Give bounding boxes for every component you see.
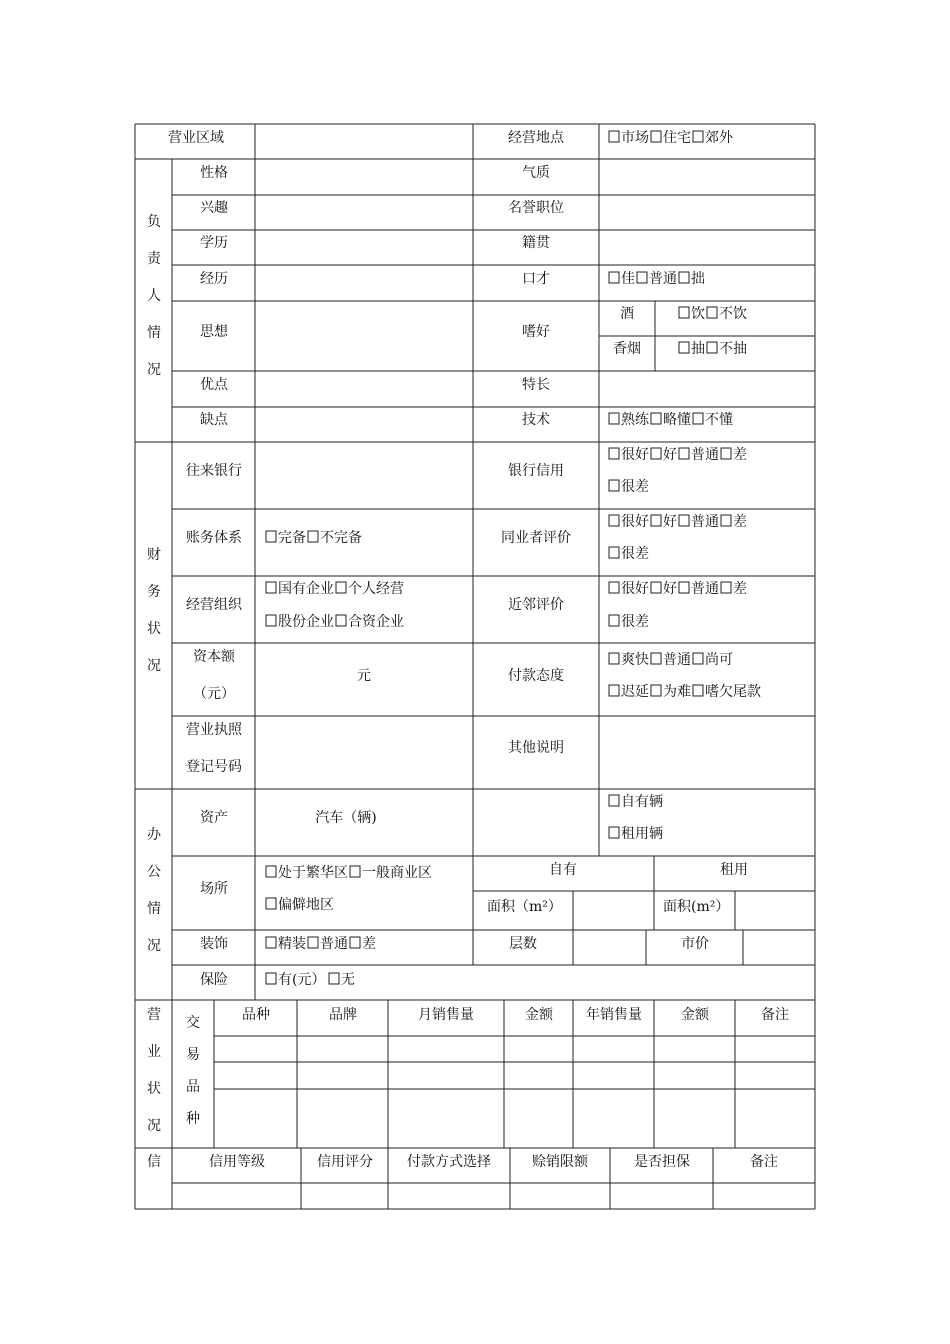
checkbox-label: 一般商业区 [362, 865, 432, 881]
vehicles-label: 汽车（辆) [315, 810, 377, 826]
office-section-label: 况 [147, 938, 161, 954]
checkbox-label: 不完备 [320, 530, 362, 546]
credit-header: 付款方式选择 [407, 1154, 491, 1170]
checkbox-label: 偏僻地区 [278, 897, 334, 913]
premises-label: 场所 [200, 881, 228, 897]
accounting-label: 账务体系 [186, 530, 242, 546]
capital-label-1: 资本额 [193, 649, 235, 665]
checkbox-icon[interactable] [609, 582, 619, 593]
license-label-2: 登记号码 [186, 759, 242, 775]
checkbox-icon[interactable] [707, 307, 717, 318]
checkbox-icon[interactable] [651, 131, 661, 142]
other-notes-label: 其他说明 [508, 740, 564, 756]
checkbox-icon[interactable] [266, 531, 276, 542]
checkbox-icon[interactable] [651, 685, 661, 696]
checkbox-icon[interactable] [350, 866, 360, 877]
checkbox-label: 好 [663, 447, 677, 463]
checkbox-label: 抽 [691, 341, 705, 357]
checkbox-label: 很差 [621, 546, 649, 562]
credit-header: 信用评分 [317, 1154, 373, 1170]
premises-options-2[interactable] [266, 896, 334, 913]
floors-label: 层数 [509, 936, 537, 952]
checkbox-label: 普通 [320, 936, 348, 952]
checkbox-label: 很好 [621, 514, 649, 530]
checkbox-label: 迟延 [621, 684, 649, 700]
checkbox-icon[interactable] [637, 272, 647, 283]
character-label: 性格 [200, 165, 228, 181]
checkbox-label: 普通 [649, 271, 677, 287]
person-section-label: 负 [147, 214, 161, 230]
credit-header: 赊销限额 [532, 1154, 588, 1170]
checkbox-icon[interactable] [651, 413, 661, 424]
organization-options-2[interactable] [266, 614, 404, 630]
business-status-section-label: 业 [147, 1044, 161, 1060]
payment-attitude-options-1[interactable] [609, 651, 733, 668]
checkbox-icon[interactable] [721, 515, 731, 526]
credit-header: 是否担保 [634, 1154, 690, 1170]
peer-review-options-2[interactable] [609, 546, 649, 562]
checkbox-label: 好 [663, 581, 677, 597]
payment-attitude-label: 付款态度 [508, 668, 564, 684]
checkbox-label: 普通 [691, 514, 719, 530]
checkbox-icon[interactable] [721, 448, 731, 459]
person-section-label: 人 [147, 288, 161, 304]
checkbox-label: 精装 [278, 936, 306, 952]
checkbox-icon[interactable] [609, 515, 619, 526]
checkbox-label: 无 [341, 972, 355, 988]
checkbox-label: 差 [733, 447, 747, 463]
checkbox-label: 差 [733, 581, 747, 597]
business-status-section-label: 营 [147, 1007, 161, 1023]
decoration-options[interactable] [266, 935, 376, 952]
checkbox-label: 很差 [621, 614, 649, 630]
checkbox-icon[interactable] [308, 937, 318, 948]
bank-credit-options-2[interactable] [609, 479, 649, 495]
business-status-header: 金额 [681, 1007, 709, 1023]
temperament-label: 气质 [522, 165, 550, 181]
checkbox-icon[interactable] [266, 582, 276, 593]
interests-label: 兴趣 [200, 200, 228, 216]
business-status-header: 备注 [761, 1007, 789, 1023]
checkbox-icon[interactable] [693, 131, 703, 142]
checkbox-label: 完备 [278, 530, 306, 546]
technique-label: 技术 [522, 412, 550, 428]
trade-variety-label: 易 [186, 1047, 200, 1063]
credit-section-label: 信 [147, 1154, 161, 1170]
business-status-header: 品牌 [329, 1007, 357, 1023]
checkbox-icon[interactable] [651, 448, 661, 459]
bank-credit-options-1[interactable] [609, 447, 747, 463]
business-status-header: 年销售量 [586, 1007, 642, 1023]
finance-section-label: 状 [147, 621, 161, 637]
area-owned-label: 面积（m²） [487, 899, 562, 915]
checkbox-icon[interactable] [679, 515, 689, 526]
checkbox-icon[interactable] [609, 131, 619, 142]
native-place-label: 籍贯 [522, 235, 550, 251]
office-section-label: 情 [147, 901, 161, 917]
business-location-label: 经营地点 [508, 130, 564, 146]
checkbox-icon[interactable] [693, 685, 703, 696]
license-label-1: 营业执照 [186, 722, 242, 738]
checkbox-label: 国有企业 [278, 581, 334, 597]
checkbox-label: 租用辆 [621, 826, 663, 842]
business-status-header: 月销售量 [418, 1007, 474, 1023]
eloquence-options[interactable] [609, 270, 705, 287]
checkbox-icon[interactable] [329, 973, 339, 984]
checkbox-label: 很好 [621, 581, 649, 597]
checkbox-label: 好 [663, 514, 677, 530]
checkbox-icon[interactable] [609, 615, 619, 626]
checkbox-label: 不懂 [705, 412, 733, 428]
checkbox-icon[interactable] [651, 515, 661, 526]
business-status-section-label: 况 [147, 1118, 161, 1134]
checkbox-label: 嗜欠尾款 [705, 684, 761, 700]
checkbox-icon[interactable] [266, 866, 276, 877]
owned-label: 自有 [549, 862, 577, 878]
checkbox-label: 饮 [691, 306, 705, 322]
peer-review-options-1[interactable] [609, 514, 747, 530]
checkbox-icon[interactable] [609, 827, 619, 838]
checkbox-icon[interactable] [266, 973, 276, 984]
checkbox-label: 合资企业 [348, 614, 404, 630]
checkbox-icon[interactable] [336, 582, 346, 593]
decoration-label: 装饰 [200, 936, 228, 952]
finance-section-label: 况 [147, 658, 161, 674]
organization-label: 经营组织 [186, 597, 242, 613]
insurance-option-1[interactable] [266, 972, 325, 988]
checkbox-icon[interactable] [651, 582, 661, 593]
checkbox-label: 爽快 [621, 652, 649, 668]
bank-label: 往来银行 [186, 463, 242, 479]
checkbox-icon[interactable] [707, 342, 717, 353]
education-label: 学历 [200, 235, 228, 251]
capital-label-2: （元） [193, 686, 235, 702]
bank-credit-label: 银行信用 [508, 463, 564, 479]
checkbox-icon[interactable] [651, 653, 661, 664]
checkbox-label: 拙 [691, 271, 705, 287]
trade-variety-label: 交 [186, 1015, 200, 1031]
checkbox-icon[interactable] [679, 272, 689, 283]
checkbox-icon[interactable] [609, 653, 619, 664]
eloquence-label: 口才 [522, 271, 550, 287]
trade-variety-label: 种 [186, 1111, 200, 1127]
checkbox-label: 普通 [691, 447, 719, 463]
rented-vehicles-option[interactable] [609, 826, 663, 842]
credit-header: 信用等级 [209, 1154, 265, 1170]
wine-label: 酒 [620, 306, 634, 322]
checkbox-icon[interactable] [609, 448, 619, 459]
business-status-header: 品种 [242, 1007, 270, 1023]
checkbox-label: 普通 [691, 581, 719, 597]
insurance-option-2[interactable] [329, 972, 355, 988]
checkbox-icon[interactable] [679, 448, 689, 459]
smoking-label: 香烟 [613, 341, 641, 357]
specialty-label: 特长 [522, 377, 550, 393]
person-section-label: 责 [147, 251, 161, 267]
checkbox-label: 佳 [621, 271, 635, 287]
smoking-options[interactable] [679, 340, 747, 357]
business-status-header: 金额 [525, 1007, 553, 1023]
checkbox-label: 普通 [663, 652, 691, 668]
checkbox-icon[interactable] [609, 795, 619, 806]
checkbox-label: 熟练 [621, 412, 649, 428]
checkbox-icon[interactable] [609, 685, 619, 696]
weaknesses-label: 缺点 [200, 412, 228, 428]
checkbox-icon[interactable] [350, 937, 360, 948]
strengths-label: 优点 [200, 377, 228, 393]
checkbox-label: 尚可 [705, 652, 733, 668]
checkbox-icon[interactable] [609, 272, 619, 283]
office-section-label: 公 [147, 864, 161, 880]
insurance-label: 保险 [200, 972, 228, 988]
checkbox-label: 不饮 [719, 306, 747, 322]
checkbox-icon[interactable] [609, 547, 619, 558]
peer-review-label: 同业者评价 [501, 530, 571, 546]
assets-label: 资产 [200, 810, 228, 826]
experience-label: 经历 [200, 271, 228, 287]
checkbox-icon[interactable] [679, 582, 689, 593]
checkbox-icon[interactable] [266, 898, 276, 909]
business-region-label: 营业区域 [168, 130, 224, 146]
checkbox-label: 个人经营 [348, 581, 404, 597]
neighbor-review-options-1[interactable] [609, 581, 747, 597]
checkbox-icon[interactable] [679, 342, 689, 353]
trade-variety-label: 品 [186, 1079, 200, 1095]
checkbox-label: 处于繁华区 [278, 865, 348, 881]
checkbox-label: 住宅 [663, 130, 691, 146]
checkbox-label: 市场 [621, 130, 649, 146]
thought-label: 思想 [200, 324, 228, 340]
accounting-options[interactable] [266, 530, 362, 546]
market-price-label: 市价 [681, 936, 709, 952]
payment-attitude-options-2[interactable] [609, 683, 761, 700]
checkbox-label: 略懂 [663, 412, 691, 428]
checkbox-icon[interactable] [609, 413, 619, 424]
checkbox-icon[interactable] [266, 937, 276, 948]
checkbox-icon[interactable] [693, 653, 703, 664]
wine-options[interactable] [679, 306, 747, 322]
checkbox-label: 很好 [621, 447, 649, 463]
checkbox-icon[interactable] [693, 413, 703, 424]
business-location-options[interactable] [609, 129, 734, 146]
honorary-position-label: 名誉职位 [508, 200, 564, 216]
own-vehicles-option[interactable] [609, 794, 663, 810]
checkbox-icon[interactable] [308, 531, 318, 542]
checkbox-label: 不抽 [719, 341, 747, 357]
checkbox-label: 很差 [621, 479, 649, 495]
hobbies-label: 嗜好 [522, 324, 550, 340]
person-section-label: 情 [147, 325, 161, 341]
person-section-label: 况 [147, 362, 161, 378]
checkbox-icon[interactable] [679, 307, 689, 318]
checkbox-label: 有(元） [278, 972, 326, 988]
neighbor-review-options-2[interactable] [609, 614, 649, 630]
checkbox-label: 股份企业 [278, 614, 334, 630]
checkbox-label: 差 [362, 936, 376, 952]
area-rented-label: 面积(m²） [663, 899, 730, 915]
checkbox-label: 自有辆 [621, 794, 663, 810]
checkbox-label: 郊外 [705, 130, 733, 146]
office-section-label: 办 [147, 827, 161, 843]
checkbox-icon[interactable] [336, 615, 346, 626]
checkbox-icon[interactable] [266, 615, 276, 626]
organization-options-1[interactable] [266, 580, 404, 597]
neighbor-review-label: 近邻评价 [508, 597, 564, 613]
finance-section-label: 财 [147, 547, 161, 563]
checkbox-icon[interactable] [609, 480, 619, 491]
capital-unit: 元 [357, 668, 371, 684]
checkbox-label: 差 [733, 514, 747, 530]
checkbox-label: 为难 [663, 684, 691, 700]
premises-options-1[interactable] [266, 864, 432, 881]
finance-section-label: 务 [147, 584, 161, 600]
credit-header: 备注 [750, 1154, 778, 1170]
rented-label: 租用 [720, 862, 748, 878]
business-status-section-label: 状 [147, 1081, 161, 1097]
checkbox-icon[interactable] [721, 582, 731, 593]
technique-options[interactable] [609, 411, 733, 428]
